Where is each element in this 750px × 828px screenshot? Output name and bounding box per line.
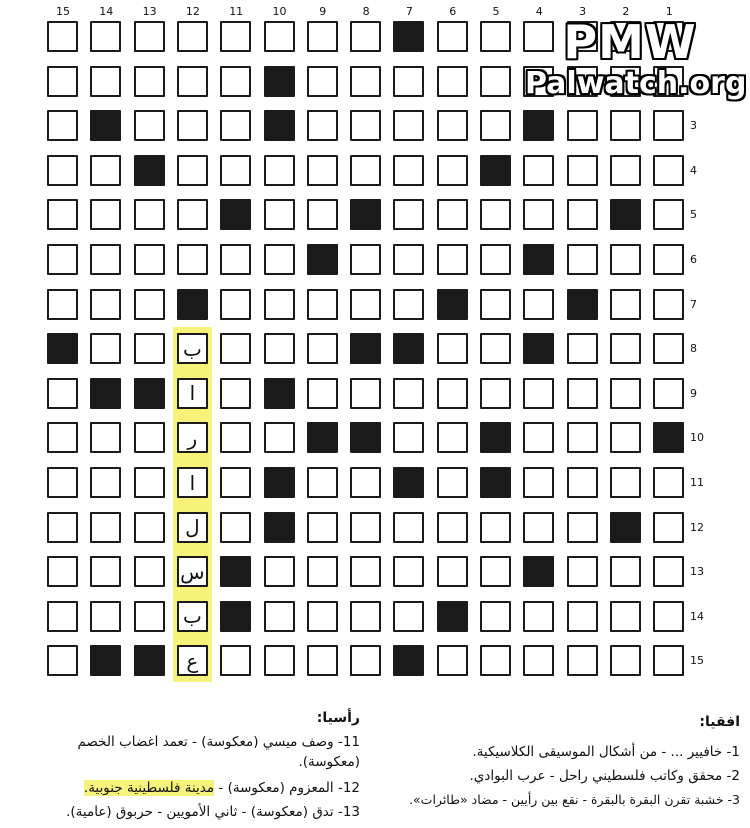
empty-cell[interactable] <box>307 512 338 543</box>
empty-cell[interactable] <box>610 333 641 364</box>
empty-cell[interactable] <box>177 21 208 52</box>
empty-cell[interactable] <box>610 556 641 587</box>
empty-cell[interactable] <box>220 110 251 141</box>
black-cell <box>350 422 381 453</box>
empty-cell[interactable] <box>307 110 338 141</box>
empty-cell[interactable] <box>307 645 338 676</box>
empty-cell[interactable] <box>480 199 511 230</box>
empty-cell[interactable] <box>134 422 165 453</box>
empty-cell[interactable] <box>393 66 424 97</box>
down-heading: رأسيا: <box>316 710 360 726</box>
empty-cell[interactable] <box>47 155 78 186</box>
empty-cell[interactable] <box>610 110 641 141</box>
empty-cell[interactable] <box>307 199 338 230</box>
column-number: 4 <box>535 5 543 18</box>
row-number: 10 <box>690 431 704 445</box>
black-cell <box>90 378 121 409</box>
empty-cell[interactable] <box>523 289 554 320</box>
black-cell <box>264 66 295 97</box>
black-cell <box>393 21 424 52</box>
empty-cell[interactable] <box>307 333 338 364</box>
black-cell <box>177 289 208 320</box>
empty-cell[interactable] <box>177 199 208 230</box>
empty-cell[interactable] <box>567 378 598 409</box>
empty-cell[interactable] <box>393 110 424 141</box>
empty-cell[interactable] <box>350 378 381 409</box>
black-cell <box>90 110 121 141</box>
empty-cell[interactable] <box>307 467 338 498</box>
empty-cell[interactable] <box>264 244 295 275</box>
empty-cell[interactable] <box>393 244 424 275</box>
empty-cell[interactable] <box>350 467 381 498</box>
empty-cell[interactable] <box>220 333 251 364</box>
empty-cell[interactable] <box>134 66 165 97</box>
empty-cell[interactable] <box>90 512 121 543</box>
down-clues <box>25 708 360 822</box>
empty-cell[interactable] <box>307 21 338 52</box>
column-number: 14 <box>99 5 114 18</box>
empty-cell[interactable] <box>134 601 165 632</box>
black-cell <box>523 556 554 587</box>
empty-cell[interactable] <box>47 422 78 453</box>
empty-cell[interactable] <box>307 601 338 632</box>
empty-cell[interactable] <box>567 512 598 543</box>
empty-cell[interactable] <box>350 21 381 52</box>
empty-cell[interactable] <box>393 378 424 409</box>
empty-cell[interactable] <box>653 110 684 141</box>
column-number: 7 <box>405 5 413 18</box>
empty-cell[interactable] <box>653 244 684 275</box>
row-number: 12 <box>690 520 704 534</box>
empty-cell[interactable] <box>610 601 641 632</box>
empty-cell[interactable] <box>653 289 684 320</box>
empty-cell[interactable] <box>90 333 121 364</box>
empty-cell[interactable] <box>653 556 684 587</box>
empty-cell[interactable] <box>307 556 338 587</box>
black-cell <box>264 110 295 141</box>
filled-cell[interactable]: ع <box>177 645 208 676</box>
empty-cell[interactable] <box>653 512 684 543</box>
empty-cell[interactable] <box>653 155 684 186</box>
empty-cell[interactable] <box>134 289 165 320</box>
black-cell <box>220 199 251 230</box>
empty-cell[interactable] <box>610 645 641 676</box>
empty-cell[interactable] <box>350 601 381 632</box>
black-cell <box>307 422 338 453</box>
empty-cell[interactable] <box>567 601 598 632</box>
pmw-logo <box>525 15 747 101</box>
down-clue-11: 11- وصف ميسي (معكوسة) - تعمد اغضاب الخصم <box>77 734 360 750</box>
row-number: 13 <box>690 565 704 579</box>
empty-cell[interactable] <box>47 289 78 320</box>
empty-cell[interactable] <box>567 155 598 186</box>
empty-cell[interactable] <box>350 556 381 587</box>
empty-cell[interactable] <box>220 378 251 409</box>
empty-cell[interactable] <box>437 155 468 186</box>
column-number: 2 <box>622 5 630 18</box>
empty-cell[interactable] <box>220 467 251 498</box>
empty-cell[interactable] <box>653 645 684 676</box>
empty-cell[interactable] <box>177 66 208 97</box>
empty-cell[interactable] <box>437 333 468 364</box>
filled-cell[interactable]: ا <box>177 467 208 498</box>
empty-cell[interactable] <box>567 422 598 453</box>
black-cell <box>90 645 121 676</box>
empty-cell[interactable] <box>47 21 78 52</box>
empty-cell[interactable] <box>350 289 381 320</box>
across-heading: افقيا: <box>699 714 740 730</box>
empty-cell[interactable] <box>307 66 338 97</box>
empty-cell[interactable] <box>437 556 468 587</box>
empty-cell[interactable] <box>480 556 511 587</box>
empty-cell[interactable] <box>610 422 641 453</box>
empty-cell[interactable] <box>220 645 251 676</box>
empty-cell[interactable] <box>567 244 598 275</box>
empty-cell[interactable] <box>90 289 121 320</box>
empty-cell[interactable] <box>567 110 598 141</box>
empty-cell[interactable] <box>480 512 511 543</box>
empty-cell[interactable] <box>47 512 78 543</box>
empty-cell[interactable] <box>480 66 511 97</box>
empty-cell[interactable] <box>47 645 78 676</box>
empty-cell[interactable] <box>90 467 121 498</box>
column-number: 9 <box>319 5 327 18</box>
across-clue-3: 3- خشبة تقرن البقرة بالبقرة - نقع بين رأيين - مضاد «طائرات». <box>409 792 740 807</box>
empty-cell[interactable] <box>134 110 165 141</box>
empty-cell[interactable] <box>177 155 208 186</box>
empty-cell[interactable] <box>393 199 424 230</box>
black-cell <box>610 512 641 543</box>
black-cell <box>393 467 424 498</box>
black-cell <box>480 422 511 453</box>
black-cell <box>220 601 251 632</box>
empty-cell[interactable] <box>134 512 165 543</box>
down-clue-12-text: 12- المعزوم (معكوسة) - <box>214 780 360 796</box>
empty-cell[interactable] <box>437 21 468 52</box>
empty-cell[interactable] <box>523 512 554 543</box>
empty-cell[interactable] <box>90 21 121 52</box>
empty-cell[interactable] <box>610 467 641 498</box>
empty-cell[interactable] <box>264 155 295 186</box>
black-cell <box>350 199 381 230</box>
empty-cell[interactable] <box>47 244 78 275</box>
empty-cell[interactable] <box>567 333 598 364</box>
black-cell <box>480 155 511 186</box>
black-cell <box>350 333 381 364</box>
black-cell <box>264 378 295 409</box>
empty-cell[interactable] <box>350 110 381 141</box>
empty-cell[interactable] <box>220 66 251 97</box>
empty-cell[interactable] <box>393 512 424 543</box>
empty-cell[interactable] <box>610 289 641 320</box>
black-cell <box>264 512 295 543</box>
empty-cell[interactable] <box>610 378 641 409</box>
column-number: 8 <box>362 5 370 18</box>
empty-cell[interactable] <box>653 601 684 632</box>
black-cell <box>47 333 78 364</box>
row-number: 8 <box>690 342 697 356</box>
column-number: 5 <box>492 5 500 18</box>
empty-cell[interactable] <box>90 66 121 97</box>
empty-cell[interactable] <box>220 155 251 186</box>
filled-cell[interactable]: ب <box>177 333 208 364</box>
empty-cell[interactable] <box>220 289 251 320</box>
row-number: 9 <box>690 386 697 400</box>
empty-cell[interactable] <box>264 289 295 320</box>
empty-cell[interactable] <box>523 467 554 498</box>
black-cell <box>220 556 251 587</box>
empty-cell[interactable] <box>350 645 381 676</box>
empty-cell[interactable] <box>134 21 165 52</box>
empty-cell[interactable] <box>90 244 121 275</box>
column-number: 15 <box>56 5 70 18</box>
empty-cell[interactable] <box>480 645 511 676</box>
empty-cell[interactable] <box>480 333 511 364</box>
row-number: 6 <box>690 253 697 266</box>
empty-cell[interactable] <box>47 110 78 141</box>
empty-cell[interactable] <box>134 467 165 498</box>
across-clues <box>385 712 740 810</box>
empty-cell[interactable] <box>567 556 598 587</box>
row-number: 15 <box>690 654 704 668</box>
across-clue-2: 2- محقق وكاتب فلسطيني راحل - عرب البوادي. <box>469 768 740 784</box>
empty-cell[interactable] <box>653 333 684 364</box>
empty-cell[interactable] <box>264 645 295 676</box>
column-number: 6 <box>449 5 457 18</box>
empty-cell[interactable] <box>350 512 381 543</box>
empty-cell[interactable] <box>437 422 468 453</box>
down-clue-12-highlight: مدينة فلسطينية جنوبية. <box>83 780 215 796</box>
black-cell <box>523 110 554 141</box>
empty-cell[interactable] <box>264 556 295 587</box>
empty-cell[interactable] <box>437 467 468 498</box>
empty-cell[interactable] <box>220 422 251 453</box>
empty-cell[interactable] <box>567 645 598 676</box>
empty-cell[interactable] <box>90 556 121 587</box>
black-cell <box>134 645 165 676</box>
black-cell <box>653 422 684 453</box>
empty-cell[interactable] <box>437 378 468 409</box>
empty-cell[interactable] <box>307 155 338 186</box>
empty-cell[interactable] <box>523 645 554 676</box>
column-number: 11 <box>229 5 244 18</box>
empty-cell[interactable] <box>480 378 511 409</box>
empty-cell[interactable] <box>437 199 468 230</box>
black-cell <box>393 333 424 364</box>
empty-cell[interactable] <box>480 601 511 632</box>
column-number: 10 <box>272 5 287 18</box>
filled-cell[interactable]: س <box>177 556 208 587</box>
empty-cell[interactable] <box>610 155 641 186</box>
filled-cell[interactable]: ا <box>177 378 208 409</box>
column-number: 12 <box>185 5 200 18</box>
empty-cell[interactable] <box>567 467 598 498</box>
empty-cell[interactable] <box>307 289 338 320</box>
column-number: 1 <box>665 5 673 18</box>
empty-cell[interactable] <box>480 110 511 141</box>
empty-cell[interactable] <box>90 422 121 453</box>
empty-cell[interactable] <box>393 556 424 587</box>
empty-cell[interactable] <box>523 601 554 632</box>
black-cell <box>393 645 424 676</box>
black-cell <box>437 289 468 320</box>
empty-cell[interactable] <box>134 333 165 364</box>
empty-cell[interactable] <box>47 66 78 97</box>
empty-cell[interactable] <box>47 467 78 498</box>
empty-cell[interactable] <box>480 289 511 320</box>
empty-cell[interactable] <box>264 21 295 52</box>
empty-cell[interactable] <box>350 66 381 97</box>
black-cell <box>523 244 554 275</box>
empty-cell[interactable] <box>90 601 121 632</box>
across-clue-1: 1- خافيير ... - من أشكال الموسيقى الكلاسيكية. <box>472 744 740 760</box>
empty-cell[interactable] <box>220 21 251 52</box>
empty-cell[interactable] <box>437 110 468 141</box>
down-clue-13: 13- تدق (معكوسة) - ثاني الأمويين - حربوق (عامية). <box>66 804 360 820</box>
empty-cell[interactable] <box>47 601 78 632</box>
filled-cell[interactable]: ل <box>177 512 208 543</box>
empty-cell[interactable] <box>134 199 165 230</box>
row-number: 4 <box>690 163 697 177</box>
empty-cell[interactable] <box>523 199 554 230</box>
empty-cell[interactable] <box>220 512 251 543</box>
filled-cell[interactable]: ب <box>177 601 208 632</box>
empty-cell[interactable] <box>523 422 554 453</box>
empty-cell[interactable] <box>567 199 598 230</box>
empty-cell[interactable] <box>134 244 165 275</box>
empty-cell[interactable] <box>350 155 381 186</box>
empty-cell[interactable] <box>264 422 295 453</box>
black-cell <box>523 333 554 364</box>
black-cell <box>480 467 511 498</box>
row-number: 5 <box>690 208 697 222</box>
column-number: 3 <box>579 5 587 18</box>
black-cell <box>307 244 338 275</box>
empty-cell[interactable] <box>307 378 338 409</box>
black-cell <box>567 289 598 320</box>
black-cell <box>134 155 165 186</box>
empty-cell[interactable] <box>177 244 208 275</box>
empty-cell[interactable] <box>393 422 424 453</box>
empty-cell[interactable] <box>90 155 121 186</box>
empty-cell[interactable] <box>393 289 424 320</box>
black-cell <box>610 199 641 230</box>
empty-cell[interactable] <box>47 199 78 230</box>
empty-cell[interactable] <box>437 244 468 275</box>
black-cell <box>134 378 165 409</box>
down-clue-12 <box>25 778 360 798</box>
empty-cell[interactable] <box>437 66 468 97</box>
empty-cell[interactable] <box>653 199 684 230</box>
black-cell <box>437 601 468 632</box>
row-number: 3 <box>690 119 697 133</box>
empty-cell[interactable] <box>480 21 511 52</box>
empty-cell[interactable] <box>393 601 424 632</box>
filled-cell[interactable]: ر <box>177 422 208 453</box>
empty-cell[interactable] <box>47 556 78 587</box>
empty-cell[interactable] <box>264 333 295 364</box>
column-number: 13 <box>142 5 157 18</box>
logo-site: Palwatch.org <box>525 66 747 101</box>
empty-cell[interactable] <box>437 512 468 543</box>
empty-cell[interactable] <box>480 244 511 275</box>
empty-cell[interactable] <box>653 378 684 409</box>
empty-cell[interactable] <box>47 378 78 409</box>
empty-cell[interactable] <box>610 244 641 275</box>
empty-cell[interactable] <box>264 199 295 230</box>
empty-cell[interactable] <box>523 378 554 409</box>
row-number: 11 <box>690 476 704 489</box>
black-cell <box>264 467 295 498</box>
empty-cell[interactable] <box>134 556 165 587</box>
empty-cell[interactable] <box>90 199 121 230</box>
logo-title: PMW <box>563 15 697 69</box>
empty-cell[interactable] <box>393 155 424 186</box>
empty-cell[interactable] <box>523 155 554 186</box>
row-number: 14 <box>690 609 704 623</box>
empty-cell[interactable] <box>220 244 251 275</box>
empty-cell[interactable] <box>437 645 468 676</box>
empty-cell[interactable] <box>653 467 684 498</box>
down-clue-11-cont: (معكوسة). <box>298 754 360 770</box>
empty-cell[interactable] <box>264 601 295 632</box>
row-number: 7 <box>690 297 697 311</box>
empty-cell[interactable] <box>177 110 208 141</box>
empty-cell[interactable] <box>350 244 381 275</box>
